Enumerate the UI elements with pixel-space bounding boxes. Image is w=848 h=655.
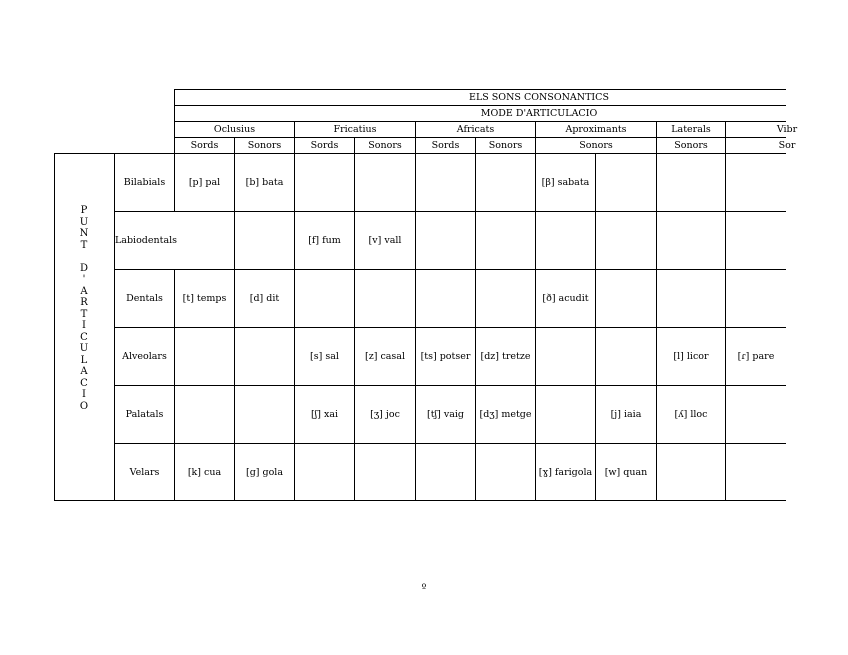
voicing-label: Sonors bbox=[579, 140, 613, 151]
voicing-label: Sonors bbox=[488, 140, 523, 151]
voicing-label: Sords bbox=[190, 140, 219, 151]
row-label-bilabials: Bilabials bbox=[123, 177, 166, 188]
manner-vibrants: Vibr bbox=[776, 124, 798, 135]
row-divider bbox=[114, 211, 786, 212]
page-number: º bbox=[421, 583, 427, 594]
phoneme-cell: [tʃ] vaig bbox=[427, 409, 464, 420]
phoneme-cell: [ɣ] farigola bbox=[538, 466, 593, 478]
phoneme-cell: [s] sal bbox=[310, 351, 339, 362]
table-subtitle: MODE D'ARTICULACIO bbox=[480, 108, 598, 119]
row-label-palatals: Palatals bbox=[125, 409, 164, 420]
phoneme-cell: [ts] potser bbox=[420, 351, 471, 362]
phoneme-cell: [f] fum bbox=[308, 235, 341, 246]
phoneme-cell: [ɾ] pare bbox=[737, 351, 775, 362]
row-label-labiodentals: Labiodentals bbox=[115, 235, 178, 246]
phoneme-cell: [k] cua bbox=[187, 466, 222, 478]
phoneme-cell: [t] temps bbox=[182, 293, 227, 304]
row-label-alveolars: Alveolars bbox=[122, 351, 167, 362]
phoneme-cell: [z] casal bbox=[365, 351, 405, 362]
phoneme-cell: [l] licor bbox=[673, 351, 709, 362]
phoneme-cell: [g] gola bbox=[245, 466, 284, 478]
phoneme-cell: [b] bata bbox=[245, 177, 284, 188]
phoneme-cell: [β] sabata bbox=[541, 177, 590, 188]
voicing-label: Sor bbox=[778, 140, 796, 151]
table-title: ELS SONS CONSONANTICS bbox=[469, 92, 609, 103]
row-group-label: P U N T D ' A R T I C U L A C I O bbox=[79, 205, 89, 412]
phoneme-cell: [ʎ] lloc bbox=[674, 409, 708, 420]
phoneme-cell: [ð] acudit bbox=[542, 293, 589, 304]
phoneme-cell: [ʃ] xai bbox=[310, 409, 339, 420]
voicing-label: Sonors bbox=[368, 140, 402, 151]
manner-fricatius: Fricatius bbox=[333, 124, 377, 135]
manner-aproximants: Aproximants bbox=[565, 124, 627, 135]
voicing-label: Sonors bbox=[674, 140, 708, 151]
manner-laterals: Laterals bbox=[671, 124, 711, 135]
manner-oclusius: Oclusius bbox=[213, 124, 256, 135]
phoneme-cell: [w] quan bbox=[604, 466, 648, 478]
phoneme-cell: [ʒ] joc bbox=[370, 409, 400, 420]
row-label-velars: Velars bbox=[129, 466, 160, 478]
phoneme-cell: [dz] tretze bbox=[480, 351, 531, 362]
voicing-label: Sords bbox=[310, 140, 339, 151]
row-label-dentals: Dentals bbox=[126, 293, 163, 304]
phoneme-cell: [v] vall bbox=[368, 235, 402, 246]
body-bottom-border bbox=[54, 500, 786, 501]
phoneme-cell: [d] dit bbox=[249, 293, 280, 304]
phoneme-cell: [dʒ] metge bbox=[479, 409, 532, 420]
manner-africats: Africats bbox=[456, 124, 495, 135]
phoneme-cell: [p] pal bbox=[188, 177, 221, 188]
voicing-label: Sonors bbox=[247, 140, 282, 151]
voicing-label: Sords bbox=[431, 140, 460, 151]
phoneme-cell: [j] iaia bbox=[610, 409, 642, 420]
